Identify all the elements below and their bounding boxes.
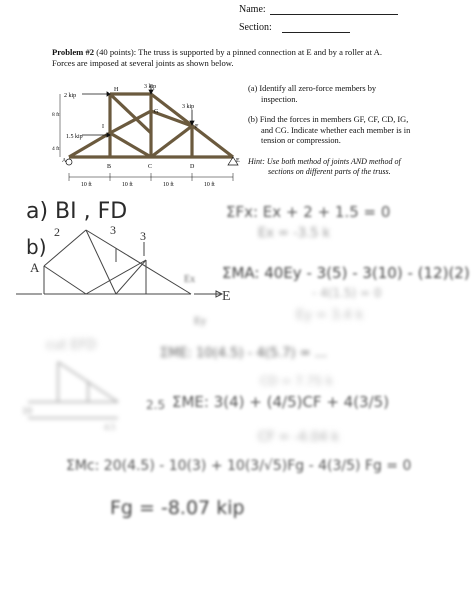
eq-sum-fx: ΣFx: Ex + 2 + 1.5 = 0 bbox=[226, 203, 391, 221]
joint-H: H bbox=[114, 87, 119, 93]
eq-ex-result: Ex = -3.5 k bbox=[258, 226, 331, 241]
sketch-force-E: E bbox=[222, 289, 231, 304]
free-body-sketch bbox=[16, 220, 236, 330]
joint-A: A bbox=[62, 158, 67, 164]
load-arrows bbox=[82, 84, 194, 137]
load-right: 3 kip bbox=[182, 104, 195, 110]
joint-E: E bbox=[236, 158, 240, 164]
sketch-load-3b: 3 bbox=[140, 229, 146, 243]
answer-b-label: b) bbox=[26, 235, 47, 259]
eq-sum-ma: ΣMA: 40Ey - 3(5) - 3(10) - (12)(2) bbox=[222, 264, 470, 282]
eq-sum-me1: ΣME: 10(4.5) - 4(5.7) = ... bbox=[160, 346, 328, 361]
joint-C: C bbox=[148, 164, 153, 170]
problem-line2: Forces are imposed at several joints as shown below. bbox=[52, 58, 234, 68]
joint-G: G bbox=[154, 109, 159, 115]
sketch-force-Ey: Ey bbox=[194, 315, 207, 327]
problem-title: Problem #2 bbox=[52, 47, 95, 57]
name-line bbox=[270, 14, 398, 15]
span-2: 10 ft bbox=[122, 182, 133, 188]
problem-line1: The truss is supported by a pinned connection at E and by a roller at A. bbox=[138, 47, 383, 57]
load-top: 3 kip bbox=[144, 84, 157, 90]
answer-a: a) BI , FD bbox=[26, 199, 128, 224]
span-1: 10 ft bbox=[81, 182, 92, 188]
sketch-load-3a: 3 bbox=[110, 223, 116, 237]
eq-sum-ma-cont: - 4(1.5) = 0 bbox=[312, 286, 382, 300]
joint-D: D bbox=[190, 164, 195, 170]
name-label: Name: bbox=[239, 4, 266, 15]
cut-label: cut EFD bbox=[46, 338, 97, 353]
height-upper: 8 ft bbox=[52, 112, 60, 118]
question-a: (a) Identify all zero-force members by inspection. bbox=[248, 84, 377, 104]
truss-members bbox=[69, 94, 233, 157]
problem-statement bbox=[52, 47, 432, 69]
truss-figure bbox=[52, 82, 242, 192]
load-left: 2 kip bbox=[64, 93, 77, 99]
joint-I: I bbox=[102, 124, 104, 130]
roller-A bbox=[66, 159, 72, 165]
dim-10: 10 bbox=[22, 406, 32, 417]
sketch-load-2: 2 bbox=[54, 225, 60, 239]
eq-fg-result: Fg = -8.07 kip bbox=[110, 497, 245, 519]
span-3: 10 ft bbox=[163, 182, 174, 188]
load-lower: 1.5 kip bbox=[66, 134, 83, 140]
section-sketch bbox=[18, 352, 128, 432]
sketch-force-Ex: Ex bbox=[184, 274, 196, 285]
dim-45: 4.5 bbox=[104, 422, 116, 432]
eq-sum-me2: ΣME: 3(4) + (4/5)CF + 4(3/5) bbox=[172, 393, 390, 411]
joint-B: B bbox=[107, 164, 112, 170]
member-IC bbox=[110, 133, 151, 157]
hint: Hint: Use both method of joints AND method of sections on different parts of the truss. bbox=[248, 157, 401, 176]
section-line bbox=[282, 32, 350, 33]
eq-ey-result: Ey = 3.4 k bbox=[296, 308, 364, 323]
question-b: (b) Find the forces in members GF, CF, CD, IG, and CG. Indicate whether each member is in tension or compression. bbox=[248, 115, 411, 145]
eq-cd-result: CD = 7.75 k bbox=[260, 374, 333, 388]
height-lower: 4 ft bbox=[52, 146, 60, 152]
problem-points: (40 points): bbox=[96, 47, 137, 57]
span-4: 10 ft bbox=[204, 182, 215, 188]
joint-F: F bbox=[195, 124, 199, 130]
eq-dim-25: 2.5 bbox=[146, 398, 166, 412]
section-label: Section: bbox=[239, 22, 272, 33]
eq-cf-result: CF = -4.04 k bbox=[258, 430, 340, 445]
sketch-support-A: A bbox=[30, 260, 40, 275]
member-CF bbox=[151, 126, 192, 157]
eq-sum-mc: ΣMc: 20(4.5) - 10(3) + 10(3/√5)Fg - 4(3/5) Fg = 0 bbox=[66, 458, 412, 474]
